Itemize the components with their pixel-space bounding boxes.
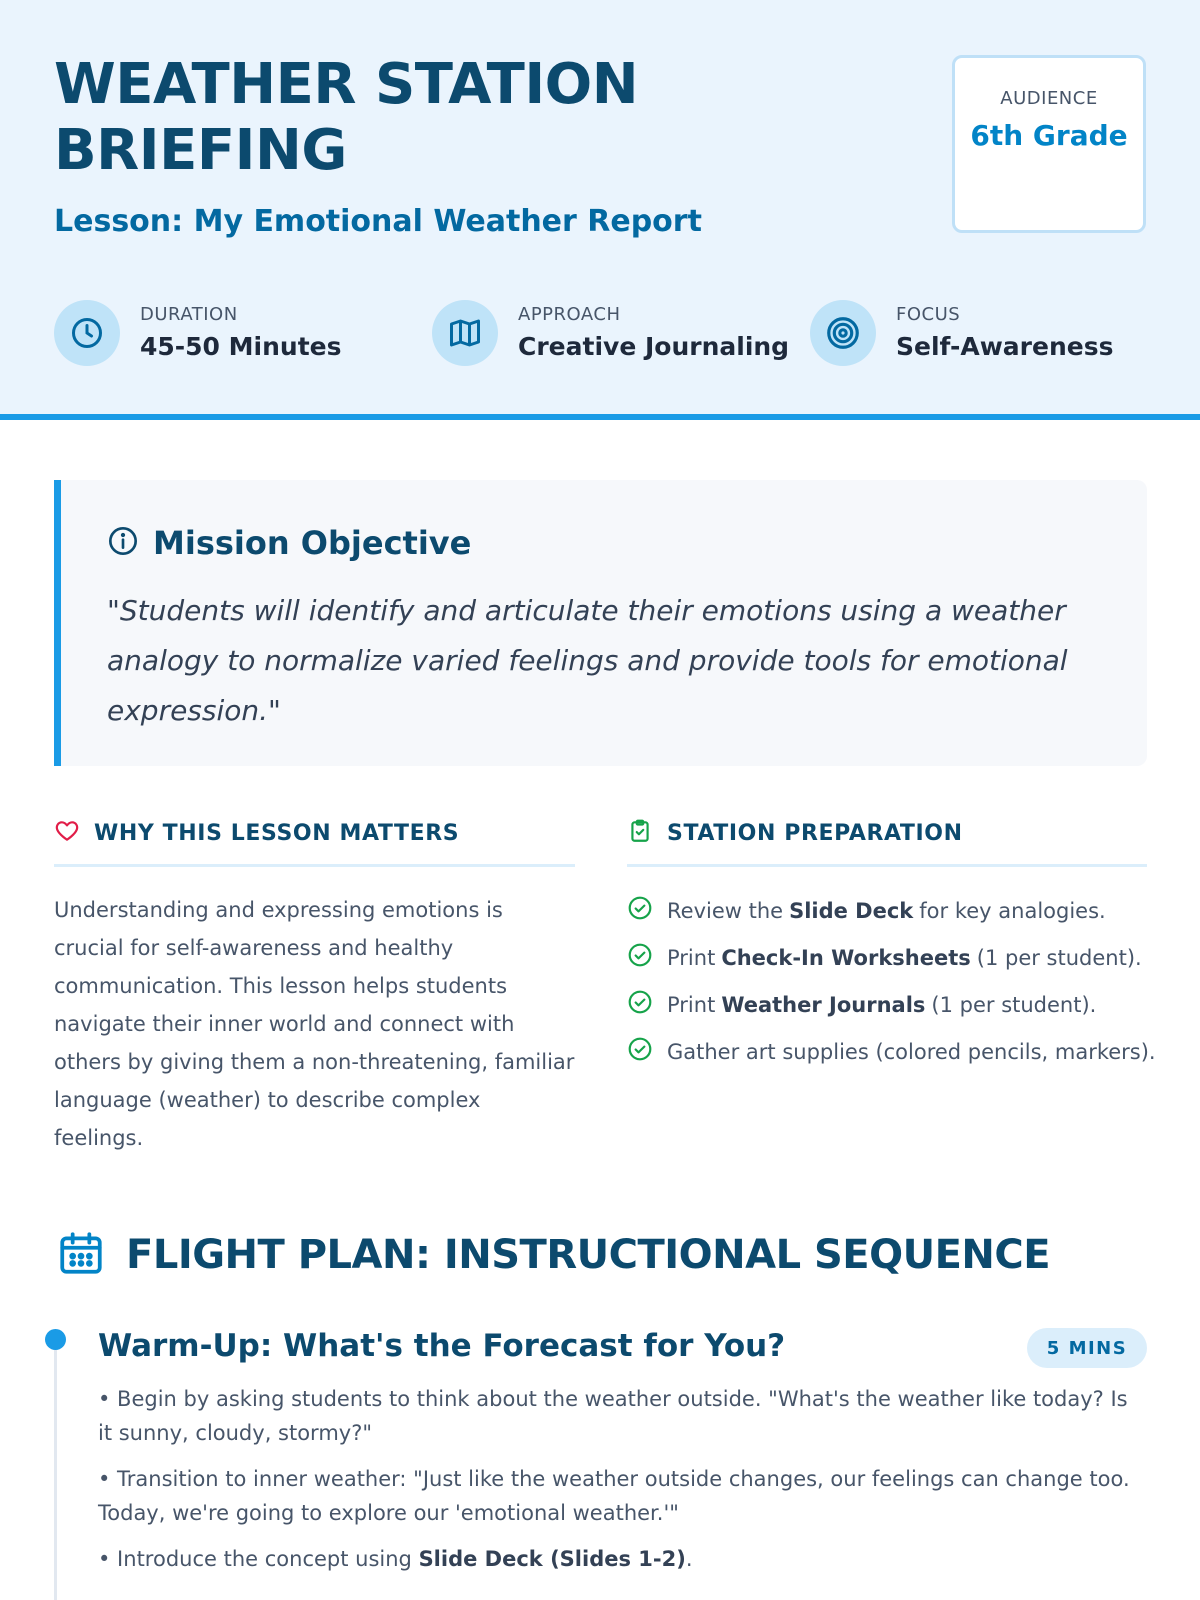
list-item	[627, 887, 1147, 934]
flight-plan-title: FLIGHT PLAN: INSTRUCTIONAL SEQUENCE	[126, 1232, 1051, 1278]
page-title: WEATHER STATION BRIEFING	[54, 52, 639, 183]
prep-section	[627, 818, 1156, 1075]
meta-value: Creative Journaling	[518, 332, 790, 361]
item-text: Print	[667, 945, 716, 970]
list-item	[627, 934, 1147, 981]
item-text: (1 per student).	[931, 992, 1097, 1017]
item-text: Review the	[667, 898, 784, 923]
step-bullet	[98, 1542, 1148, 1576]
step-title: Warm-Up: What's the Forecast for You?	[98, 1328, 786, 1364]
bullet-text: • Introduce the concept using	[98, 1547, 419, 1571]
mission-objective-card	[54, 480, 1147, 766]
item-bold: Check-In Worksheets	[721, 945, 971, 970]
info-icon	[107, 525, 139, 561]
target-icon	[810, 300, 876, 366]
duration-badge: 5 MINS	[1027, 1328, 1147, 1368]
meta-value: Self-Awareness	[896, 332, 1114, 361]
calendar-icon	[56, 1228, 106, 1282]
meta-label: APPROACH	[518, 304, 621, 325]
why-heading	[54, 818, 575, 867]
bullet-text: • Transition to inner weather: "Just like the weather outside changes, our feelings can change too. Today, we're going to explore our 'emotional weather.'"	[98, 1467, 1130, 1525]
audience-label: AUDIENCE	[1000, 88, 1098, 109]
check-circle-icon	[627, 942, 653, 973]
why-title: WHY THIS LESSON MATTERS	[94, 820, 460, 846]
clipboard-icon	[627, 818, 653, 848]
list-item	[627, 1028, 1156, 1075]
item-bold: Weather Journals	[721, 992, 926, 1017]
item-text: Gather art supplies (colored pencils, markers).	[667, 1039, 1156, 1064]
objective-title: Mission Objective	[153, 524, 472, 562]
why-text: Understanding and expressing emotions is crucial for self-awareness and healthy communication. This lesson helps students navigate their inner world and connect with others by giving them a non-threatening, familiar language (weather) to describe complex feelings.	[54, 898, 575, 1150]
step-bullet	[98, 1382, 1148, 1450]
bullet-text: • Begin by asking students to think about the weather outside. "What's the weather like today? Is it sunny, cloudy, stormy?"	[98, 1387, 1128, 1445]
objective-heading	[107, 524, 471, 562]
audience-value: 6th Grade	[970, 119, 1128, 152]
meta-value: 45-50 Minutes	[140, 332, 342, 361]
prep-list	[627, 887, 1156, 1075]
step-bullet	[98, 1462, 1148, 1530]
bullet-end: .	[685, 1547, 693, 1571]
bullet-bold: Slide Deck (Slides 1-2)	[418, 1547, 686, 1571]
check-circle-icon	[627, 895, 653, 926]
flight-plan-heading	[56, 1228, 1050, 1282]
lesson-subtitle: Lesson: My Emotional Weather Report	[54, 204, 702, 239]
item-text: Print	[667, 992, 716, 1017]
map-icon	[432, 300, 498, 366]
check-circle-icon	[627, 989, 653, 1020]
timeline-line	[54, 1340, 57, 1600]
item-text: (1 per student).	[976, 945, 1142, 970]
list-item	[627, 981, 1147, 1028]
clock-icon	[54, 300, 120, 366]
item-bold: Slide Deck	[789, 898, 914, 923]
prep-title: STATION PREPARATION	[667, 820, 963, 846]
meta-label: DURATION	[140, 304, 238, 325]
heart-icon	[54, 818, 80, 848]
meta-label: FOCUS	[896, 304, 961, 325]
why-section	[54, 818, 575, 1157]
prep-heading	[627, 818, 1147, 867]
step-body	[98, 1382, 1148, 1588]
check-circle-icon	[627, 1036, 653, 1067]
objective-quote: "Students will identify and articulate their emotions using a weather analogy to normalize varied feelings and provide tools for emotional expression."	[107, 594, 1068, 727]
item-text: for key analogies.	[919, 898, 1106, 923]
timeline-dot	[45, 1329, 66, 1350]
page-header	[0, 0, 1200, 420]
audience-card	[952, 55, 1146, 233]
